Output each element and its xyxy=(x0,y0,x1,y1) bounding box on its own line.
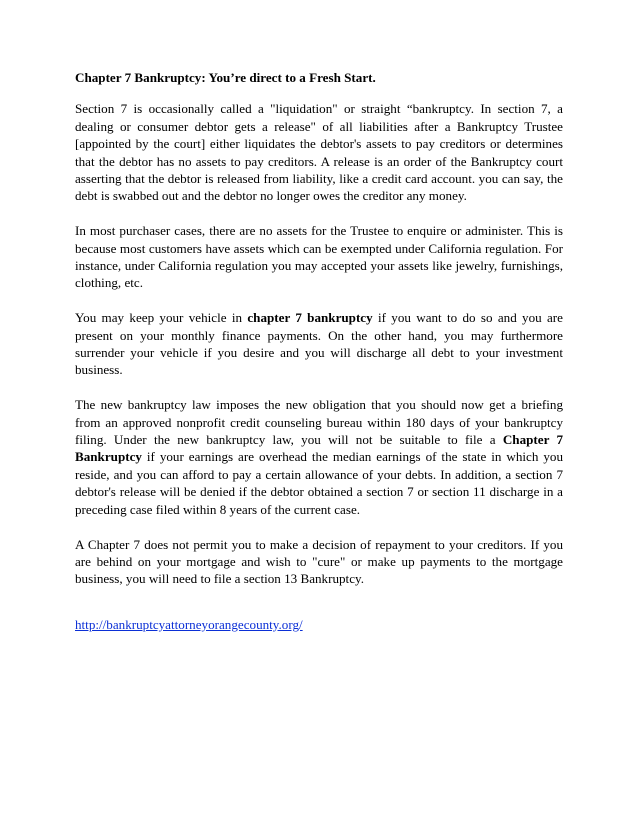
paragraph-5: A Chapter 7 does not permit you to make a decision of repayment to your creditors. If you are behind on your mortgage and wish to "cure" or make up payments to the mortgage business, you will need to file a section 13 Bankruptcy. xyxy=(75,536,563,587)
paragraph-1: Section 7 is occasionally called a "liquidation" or straight “bankruptcy. In section 7, a dealing or consumer debtor gets a release" of all liabilities after a Bankruptcy Trustee [appointed by the court] either liquidates the debtor's assets to pay creditors or determines that the debtor has no assets to pay creditors. A release is an order of the Bankruptcy court asserting that the debtor is released from liability, like a credit card account. you can say, the debt is swabbed out and the debtor no longer owes the creditor any money. xyxy=(75,101,563,204)
paragraph-3-text-end: if you want to do so and you are present on your monthly finance payments. On the other hand, you may furthermore surrender your vehicle if you desire and you will discharge all debt to your investment business. xyxy=(75,310,563,378)
paragraph-4 xyxy=(75,396,563,518)
document-page xyxy=(75,69,563,633)
paragraph-3-text-start: You may keep your vehicle in xyxy=(75,310,248,326)
paragraph-4-text-start: The new bankruptcy law imposes the new obligation that you should now get a briefing from an approved nonprofit credit counseling bureau within 180 days of your bankruptcy filing. Under the new bankruptcy law, you will not be suitable to file a xyxy=(75,397,563,448)
paragraph-3-bold-term: chapter 7 bankruptcy xyxy=(247,310,373,326)
paragraph-4-text-end: if your earnings are overhead the median earnings of the state in which you reside, and you can afford to pay a certain allowance of your debts. In addition, a section 7 debtor's release will be denied if the debtor obtained a section 7 or section 11 discharge in a preceding case filed within 8 years of the current case. xyxy=(75,449,563,517)
website-link[interactable]: http://bankruptcyattorneyorangecounty.org/ xyxy=(75,616,303,632)
paragraph-3 xyxy=(75,309,563,379)
paragraph-2: In most purchaser cases, there are no assets for the Trustee to enquire or administer. This is because most customers have assets which can be exempted under California regulation. For instance, under California regulation you may accepted your assets like jewelry, furnishings, clothing, etc. xyxy=(75,223,563,291)
link-container xyxy=(75,616,563,633)
paragraph-4-bold-term: Chapter 7 Bankruptcy xyxy=(75,432,563,465)
document-title: Chapter 7 Bankruptcy: You’re direct to a Fresh Start. xyxy=(75,70,376,85)
